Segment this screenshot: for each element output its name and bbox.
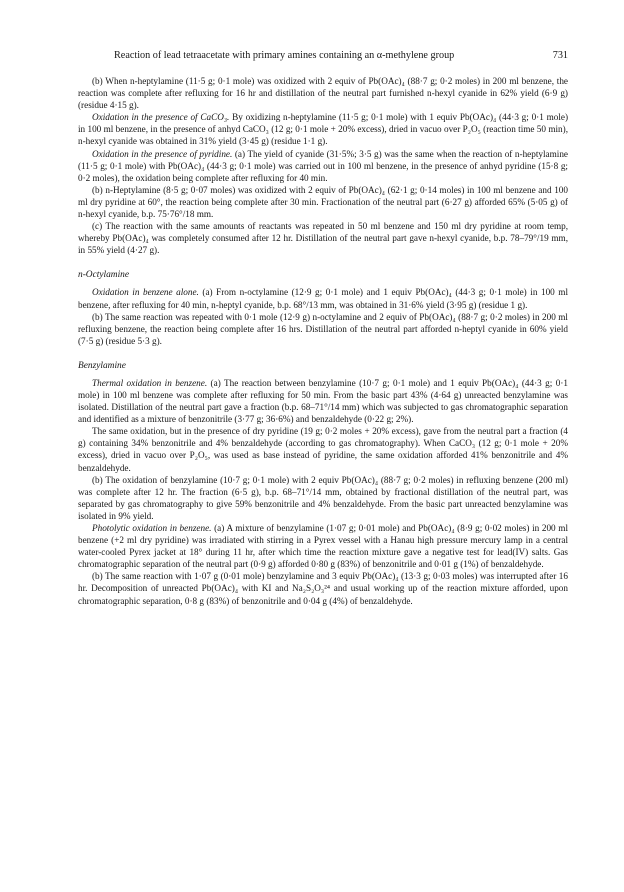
page [78,50,568,607]
run-in-heading: Oxidation in benzene alone. [92,287,199,298]
run-in-heading: Oxidation in the presence of pyridine. [92,148,233,159]
running-title: Reaction of lead tetraacetate with primary amines containing an α-methylene group [114,50,455,61]
paragraph: Oxidation in the presence of pyridine. (a) The yield of cyanide (31·5%; 3·5 g) was the same when the reaction of n-heptylamine (11·5 g; 0·1 mole) with Pb(OAc)₄ (44·3 g; 0·1 mole) was carried out in 100 ml benzene, in the presence of anhyd pyridine (15·8 g; 0·2 moles), the oxidation being complete after refluxing for 40 min. [78,148,568,183]
paragraph: The same oxidation, but in the presence of dry pyridine (19 g; 0·2 moles + 20% excess), gave from the neutral part a fraction (4 g) containing 34% benzonitrile and 4% benzaldehyde (according to gas chromatography). When CaCO₃ (12 g; 0·1 mole + 20% excess), dried in vacuo over P₂O₅, was used as base instead of pyridine, the same oxidation afforded 41% benzonitrile and 4% benzaldehyde. [78,426,568,473]
section-heading: n-Octylamine [78,270,130,281]
paragraph: Thermal oxidation in benzene. (a) The reaction between benzylamine (10·7 g; 0·1 mole) and 1 equiv Pb(OAc)₄ (44·3 g; 0·1 mole) in 100 ml benzene was complete after refluxing for 50 min. From the basic part 43% (4·64 g) unreacted benzylamine was isolated. Distillation of the neutral part gave a fraction (b.p. 68–71°/14 mm) which was subjected to gas chromatographic separation and identified as a mixture of benzonitrile (3·77 g; 36·6%) and benzaldehyde (0·22 g; 2%). [78,377,568,425]
paragraph: (b) When n-heptylamine (11·5 g; 0·1 mole) was oxidized with 2 equiv of Pb(OAc)₄ (88·7 g; 0·2 moles) in 200 ml benzene, the reaction was complete after refluxing for 16 hr and distillation of the neutral part furnished n-hexyl cyanide in 62% yield (6·9 g) (residue 4·15 g). [78,76,568,111]
paragraph: (b) The oxidation of benzylamine (10·7 g; 0·1 mole) with 2 equiv Pb(OAc)₄ (88·7 g; 0·2 moles) in refluxing benzene (200 ml) was complete after 12 hr. The fraction (6·5 g), b.p. 68–71°/14 mm, obtained by fractional distillation of the neutral part, was separated by gas chromatography to give 59% benzonitrile and 4% benzaldehyde. From the basic part unreacted benzylamine was isolated in 9% yield. [78,474,568,521]
paragraph: Oxidation in benzene alone. (a) From n-octylamine (12·9 g; 0·1 mole) and 1 equiv Pb(OAc)₄ (44·3 g; 0·1 mole) in 100 ml benzene, after refluxing for 40 min, n-heptyl cyanide, b.p. 68°/13 mm, was obtained in 31·6% yield (3·95 g) (residue 1 g). [78,287,568,310]
paragraph: Oxidation in the presence of CaCO₃. By oxidizing n-heptylamine (11·5 g; 0·1 mole) with 1 equiv Pb(OAc)₄ (44·3 g; 0·1 mole) in 100 ml benzene, in the presence of anhyd CaCO₃ (12 g; 0·1 mole + 20% excess), dried in vacuo over P₂O₅ (reaction time 50 min), n-hexyl cyanide was obtained in 31% yield (3·45 g) (residue 1·1 g). [78,112,569,147]
section-heading: Benzylamine [78,360,126,371]
page-number: 731 [552,50,568,61]
section-n-octylamine [78,270,568,346]
paragraph: (c) The reaction with the same amounts of reactants was repeated in 50 ml benzene and 150 ml dry pyridine at room temp, whereby Pb(OAc)₄ was completely consumed after 12 hr. Distillation of the neutral part gave n-hexyl cyanide, b.p. 78–79°/19 mm, in 55% yield (4·27 g). [78,221,568,256]
paragraph: (b) The same reaction with 1·07 g (0·01 mole) benzylamine and 3 equiv Pb(OAc)₄ (13·3 g; 0·03 moles) was interrupted after 16 hr. Decomposition of unreacted Pb(OAc)₄ with KI and Na₂S₂O₃²⁴ and usual working up of the reaction mixture afforded, upon chromatographic separation, 0·8 g (83%) of benzonitrile and 0·04 g (4%) of benzaldehyde. [78,571,568,606]
paragraph: (b) The same reaction was repeated with 0·1 mole (12·9 g) n-octylamine and 2 equiv of Pb(OAc)₄ (88·7 g; 0·2 moles) in 200 ml refluxing benzene, the reaction being complete after 16 hrs. Distillation of the neutral part afforded n-heptyl cyanide in 60% yield (7·5 g) (residue 5·3 g). [78,311,568,346]
run-in-heading: Photolytic oxidation in benzene. [92,523,212,533]
running-header [78,50,568,61]
run-in-heading: Oxidation in the presence of CaCO₃. [92,112,230,123]
section-benzylamine [78,361,568,607]
paragraph: (b) n-Heptylamine (8·5 g; 0·07 moles) was oxidized with 2 equiv of Pb(OAc)₄ (62·1 g; 0·14 moles) in 100 ml benzene and 100 ml dry pyridine at 60°, the reaction being complete after 30 min. Fractionation of the neutral part (6·27 g) afforded 65% (5·05 g) of n-hexyl cyanide, b.p. 75·76°/18 mm. [78,184,568,220]
paragraph: Photolytic oxidation in benzene. (a) A mixture of benzylamine (1·07 g; 0·01 mole) and Pb(OAc)₄ (8·9 g; 0·02 moles) in 200 ml benzene (+2 ml dry pyridine) was irradiated with stirring in a Pyrex vessel with a Hanau high pressure mercury lamp in a central water-cooled Pyrex jacket at 18° during 11 hr, after which time the reaction mixture gave a negative test for lead(IV) salts. Gas chromatographic separation of the neutral part (0·9 g) afforded 0·80 g (83%) of benzonitrile and 0·01 g (1%) of benzaldehyde. [78,523,568,570]
section-heptylamine [78,75,568,256]
run-in-heading: Thermal oxidation in benzene. [92,377,208,388]
